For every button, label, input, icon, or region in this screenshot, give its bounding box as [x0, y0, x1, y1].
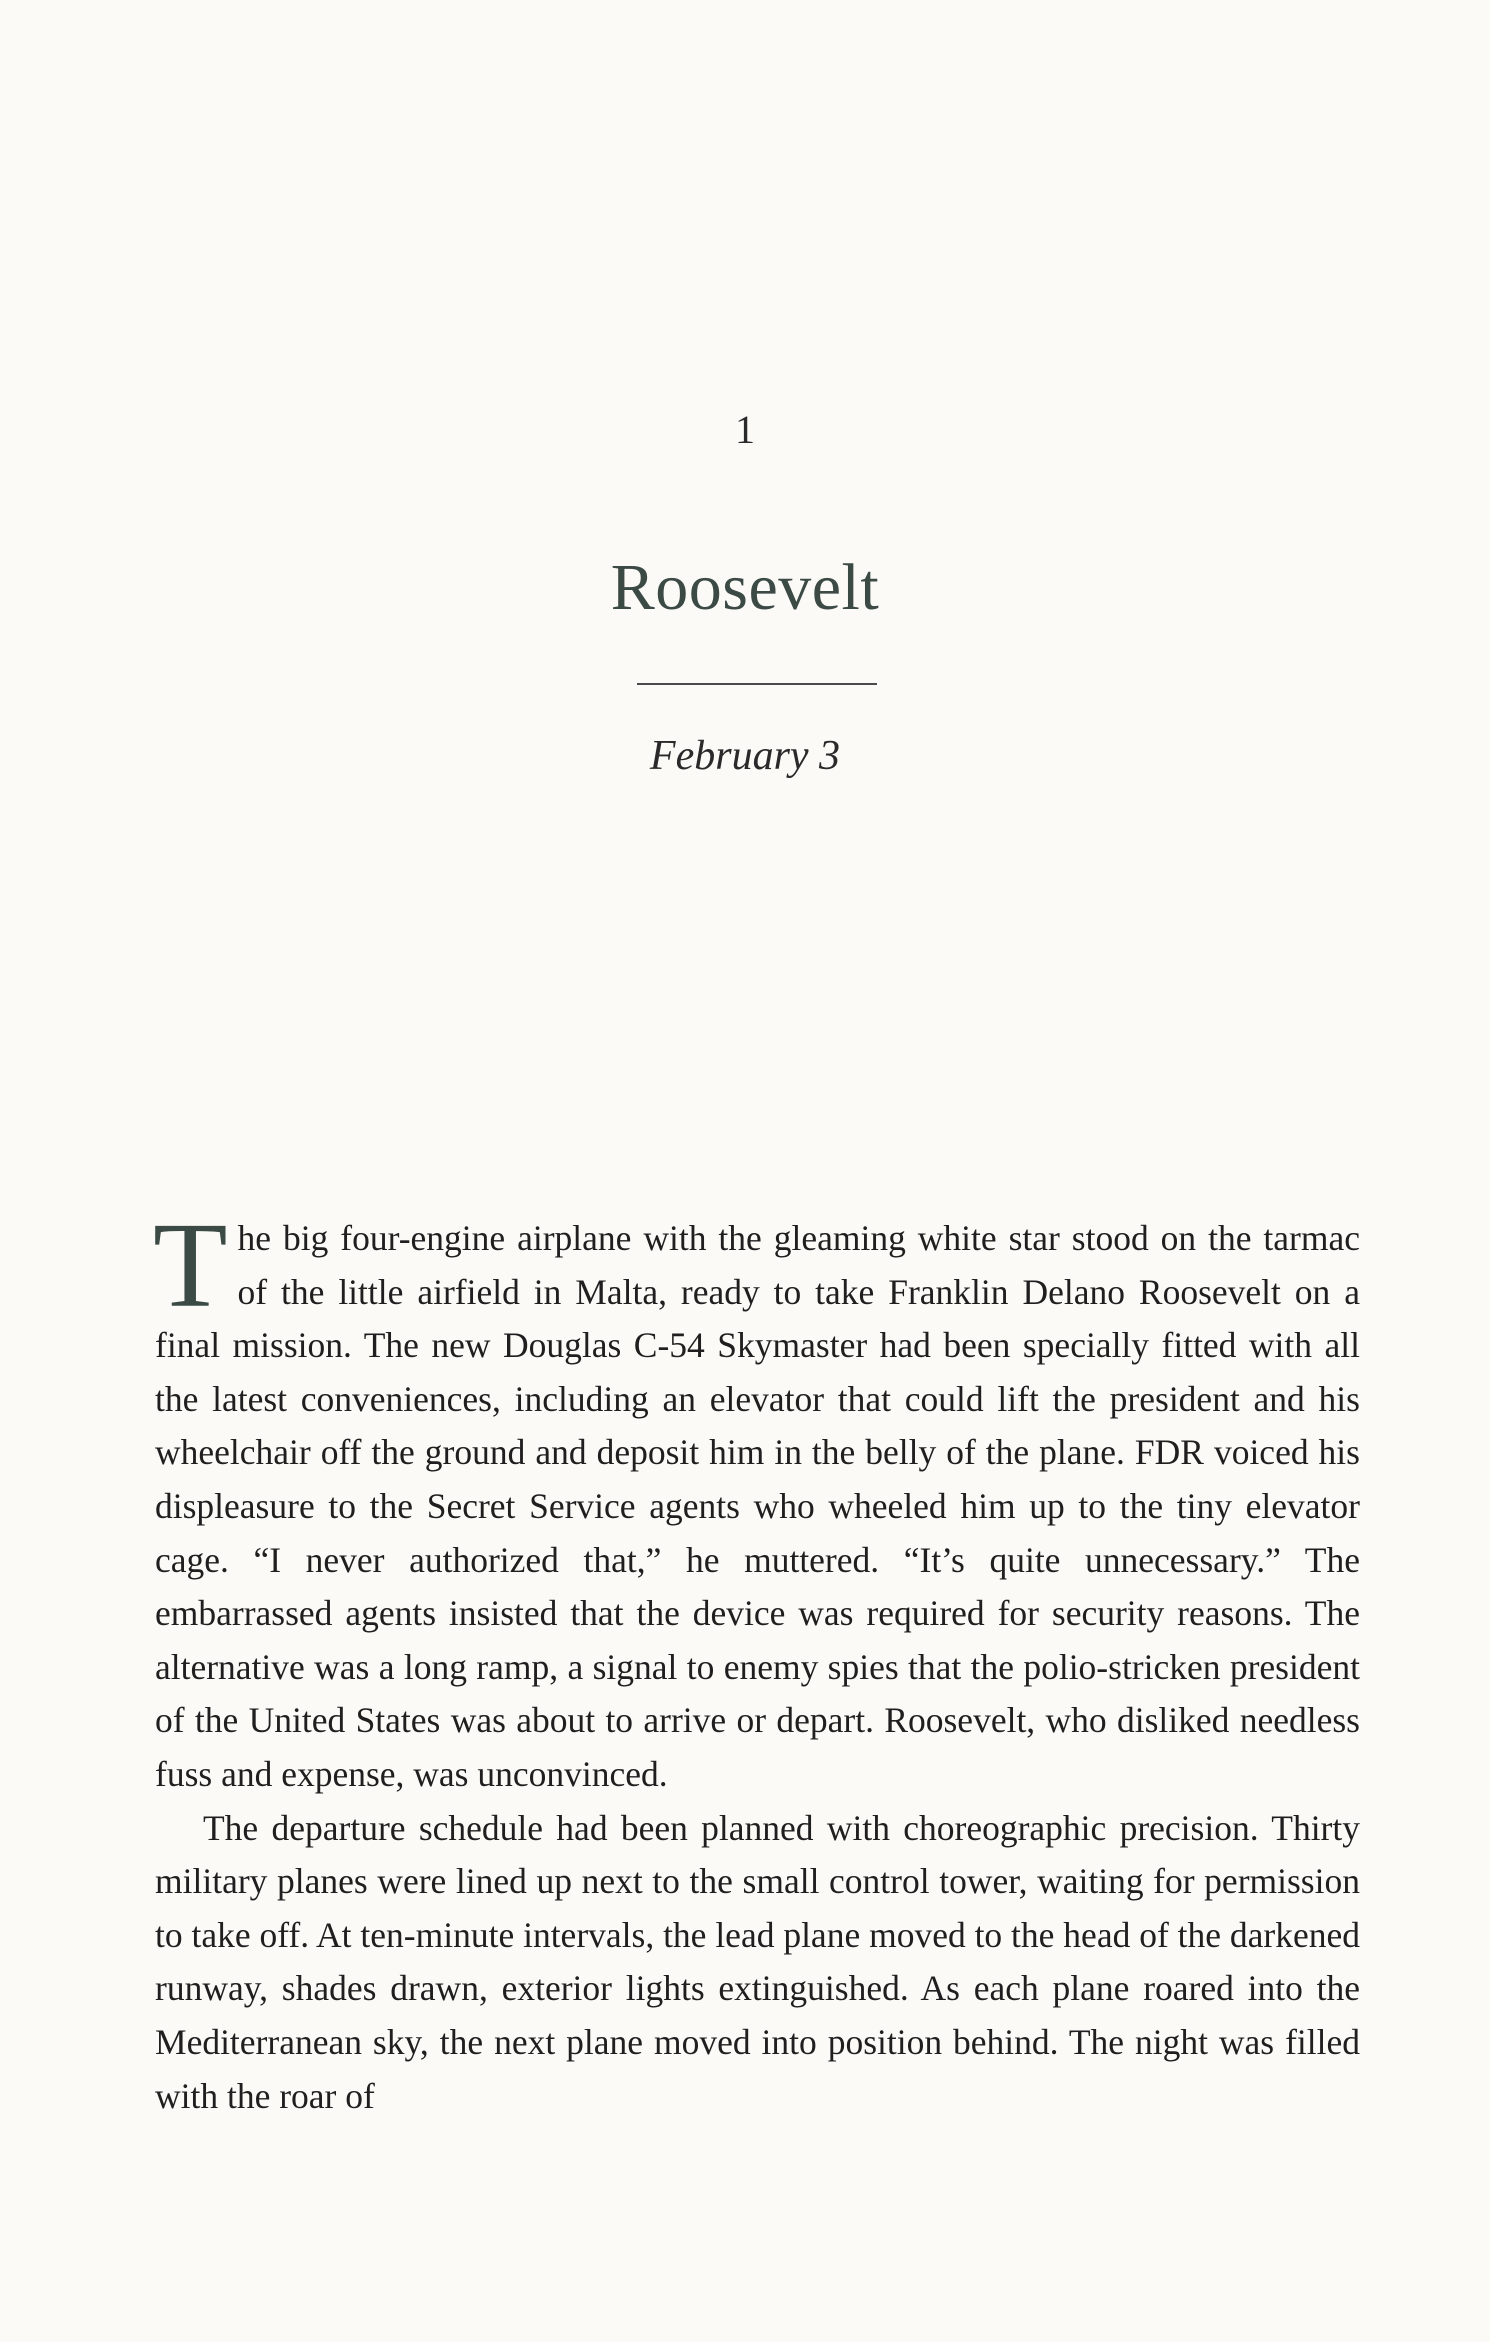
chapter-body	[153, 1198, 1360, 2123]
chapter-title: Roosevelt	[610, 551, 880, 624]
chapter-date: February 3	[649, 733, 841, 779]
chapter-number: 1	[735, 407, 755, 452]
paragraph-first-text: he big four-engine airplane with the gleaming white star stood on the tarmac of the little airfield in Malta, ready to take Franklin Delano Roosevelt on a final mission. The new Douglas C-54 Skymaster had been specially fitted with all the latest conveniences, including an elevator that could lift the president and his wheelchair off the ground and deposit him in the belly of the plane. FDR voiced his displeasure to the Secret Service agents who wheeled him up to the tiny elevator cage. “I never authorized that,” he muttered. “It’s quite unnecessary.” The embarrassed agents insisted that the device was required for security reasons. The alternative was a long ramp, a signal to enemy spies that the polio-stricken president of the United States was about to arrive or depart. Roosevelt, who disliked needless fuss and expense, was unconvinced.	[155, 1218, 1360, 1794]
title-divider	[637, 683, 877, 685]
drop-cap: T	[153, 1198, 228, 1333]
paragraph-first	[153, 1198, 1360, 1802]
paragraph-second: The departure schedule had been planned with choreographic precision. Thirty military planes were lined up next to the small control tower, waiting for permission to take off. At ten-minute intervals, the lead plane moved to the head of the darkened runway, shades drawn, exterior lights extinguished. As each plane roared into the Mediterranean sky, the next plane moved into position behind. The night was filled with the roar of	[155, 1807, 1360, 2116]
